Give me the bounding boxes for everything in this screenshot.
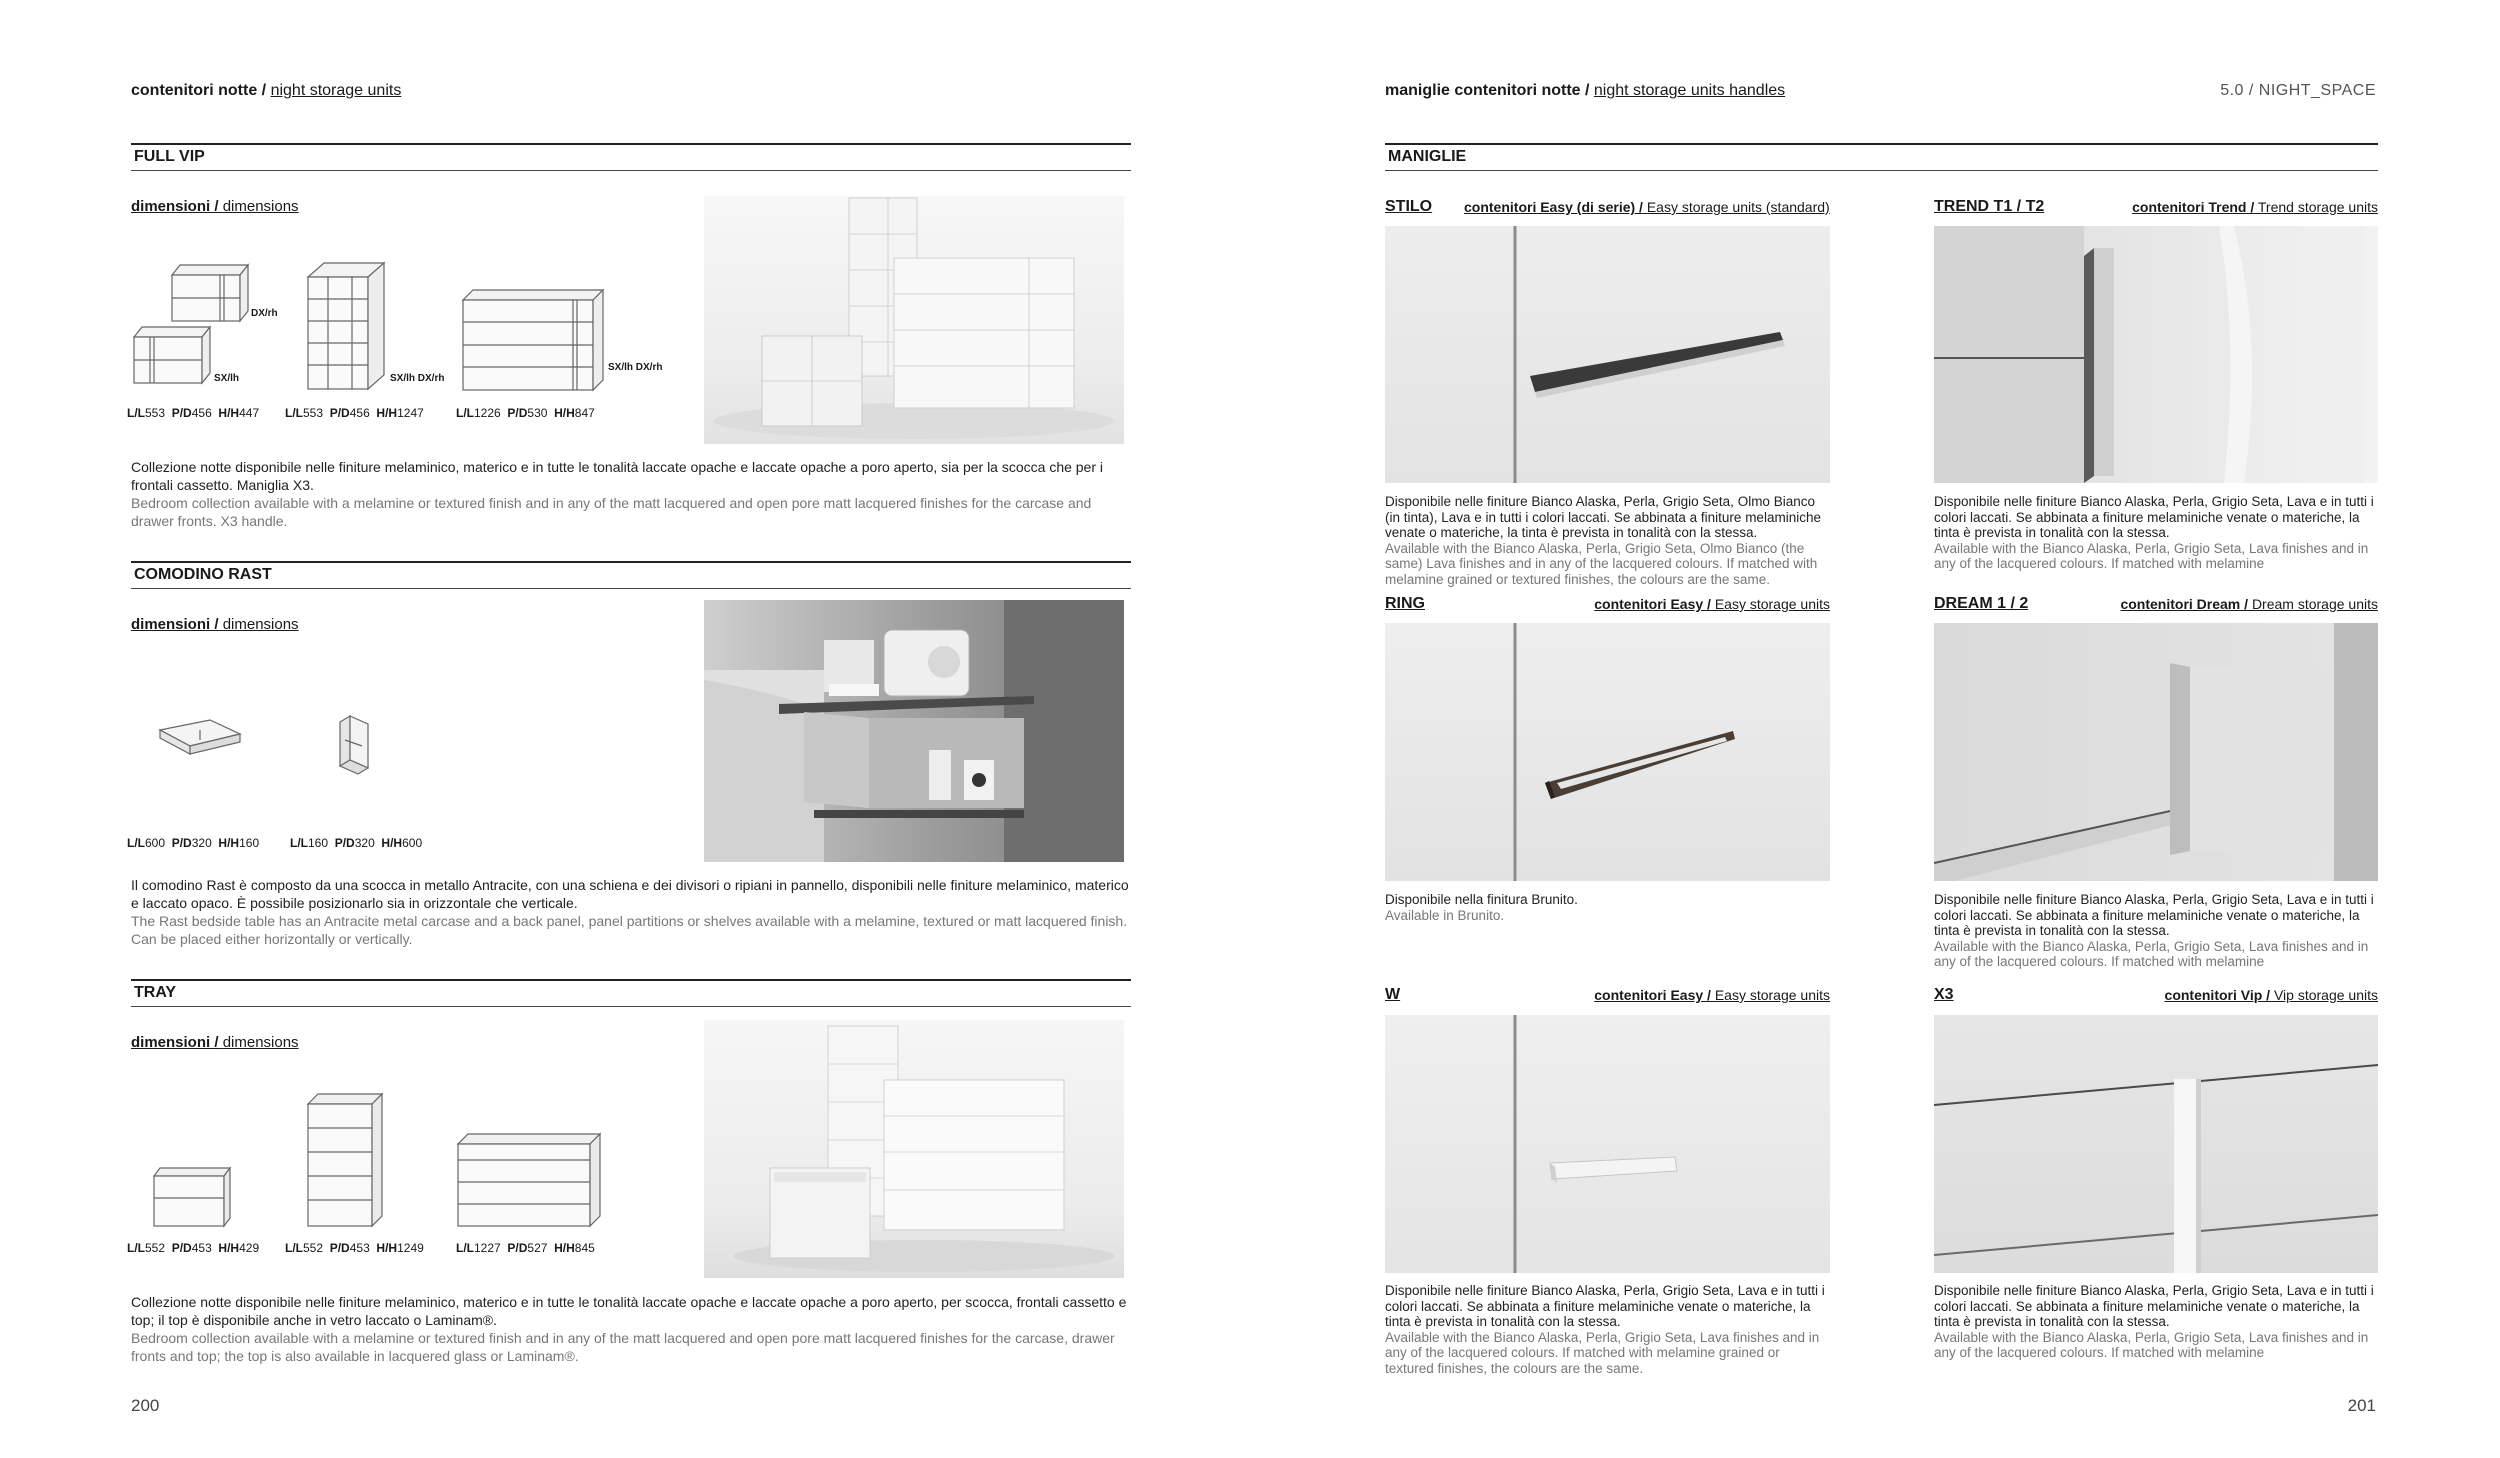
val: 429 xyxy=(239,1241,260,1255)
lbl: L/L xyxy=(127,406,145,420)
measure-rast-2 xyxy=(290,836,422,850)
section-title-comodino-rast: COMODINO RAST xyxy=(134,566,272,583)
right-header-bold: maniglie contenitori notte / xyxy=(1385,82,1590,99)
lbl: H/H xyxy=(376,406,398,420)
val: 456 xyxy=(349,406,370,420)
page-number-left: 200 xyxy=(131,1396,160,1415)
lbl: P/D xyxy=(507,406,528,420)
desc-it: Disponibile nelle finiture Bianco Alaska, Perla, Grigio Seta, Lava e in tutti i colori laccati. Se abbinata a finiture melaminiche venate o materiche, la tinta è prevista in tonalità con la stessa. xyxy=(1385,1283,1825,1329)
handle-name-x3: X3 xyxy=(1934,986,1954,1003)
handle-sub-x3 xyxy=(2165,987,2378,1003)
section-title-tray: TRAY xyxy=(134,984,177,1001)
section-title-maniglie: MANIGLIE xyxy=(1388,148,1467,165)
val: 160 xyxy=(239,836,260,850)
lbl: H/H xyxy=(218,1241,240,1255)
lbl: H/H xyxy=(554,1241,575,1255)
lbl: P/D xyxy=(507,1241,528,1255)
dim-bold: dimensioni / xyxy=(131,616,219,633)
val: 453 xyxy=(349,1241,370,1255)
full-vip-photo xyxy=(704,196,1124,444)
desc-it: Disponibile nelle finiture Bianco Alaska, Perla, Grigio Seta, Lava e in tutti i colori laccati. Se abbinata a finiture melaminiche venate o materiche, la tinta è prevista in tonalità con la stessa. xyxy=(1934,1283,2374,1329)
desc-en: Available with the Bianco Alaska, Perla, Grigio Seta, Lava finishes and in any of the lacquered colours. If matched with melamine xyxy=(1934,1329,2369,1360)
tray-drawings xyxy=(150,1090,610,1240)
dimensions-label xyxy=(131,1034,299,1051)
divider xyxy=(1385,170,2378,171)
lbl: H/H xyxy=(376,1241,398,1255)
handle-sub-w xyxy=(1594,987,1830,1003)
handle-sub-stilo xyxy=(1464,199,1830,215)
handle-sub-dream xyxy=(2120,596,2378,612)
val: 553 xyxy=(145,406,166,420)
w-description xyxy=(1385,1283,1830,1376)
rast-description xyxy=(131,876,1131,948)
sub-bold: contenitori Easy / xyxy=(1594,596,1711,612)
val: 447 xyxy=(239,406,260,420)
sub-bold: contenitori Easy / xyxy=(1594,987,1711,1003)
handle-name-dream: DREAM 1 / 2 xyxy=(1934,595,2029,612)
handle-name-ring: RING xyxy=(1385,595,1425,612)
lbl: L/L xyxy=(285,1241,303,1255)
sub-bold: contenitori Vip / xyxy=(2164,987,2271,1003)
dim-normal: dimensions xyxy=(222,1034,299,1051)
right-page-header xyxy=(1385,82,1785,100)
val: 1227 xyxy=(474,1241,501,1255)
x3-photo xyxy=(1934,1015,2378,1273)
rast-drawings xyxy=(150,700,390,810)
divider xyxy=(131,143,1131,145)
sub-normal: Trend storage units xyxy=(2257,199,2378,215)
val: 1249 xyxy=(397,1241,424,1255)
lbl: P/D xyxy=(171,1241,192,1255)
tray-photo xyxy=(704,1020,1124,1278)
tag-sx-dx: SX/lh DX/rh xyxy=(608,362,663,373)
desc-en: Available with the Bianco Alaska, Perla, Grigio Seta, Lava finishes and in any of the lacquered colours. If matched with melamine grained or textured finishes, the colours are the same. xyxy=(1385,1329,1820,1376)
measure-tray-1 xyxy=(127,1241,259,1255)
dresser-drawing xyxy=(463,290,603,300)
measure-tray-3 xyxy=(456,1241,595,1255)
dim-normal: dimensions xyxy=(222,616,299,633)
sub-normal: Easy storage units (standard) xyxy=(1646,199,1830,215)
measure-fv-1 xyxy=(127,406,259,420)
val: 600 xyxy=(145,836,166,850)
val: 320 xyxy=(191,836,212,850)
lbl: H/H xyxy=(554,406,575,420)
full-vip-description xyxy=(131,458,1131,530)
ring-description xyxy=(1385,892,1830,923)
lbl: P/D xyxy=(171,406,192,420)
lbl: L/L xyxy=(456,1241,474,1255)
lbl: P/D xyxy=(334,836,355,850)
measure-fv-3 xyxy=(456,406,595,420)
desc-en: Available with the Bianco Alaska, Perla, Grigio Seta, Lava finishes and in any of the lacquered colours. If matched with melamine xyxy=(1934,540,2369,571)
desc-it: Disponibile nelle finiture Bianco Alaska, Perla, Grigio Seta, Olmo Bianco (in tinta), Lava e in tutti i colori laccati. Se abbinata a finiture melaminiche venate o materiche, la tinta è prevista in tonalità con la stessa. xyxy=(1385,494,1821,540)
ring-photo xyxy=(1385,623,1830,881)
right-header-normal: night storage units handles xyxy=(1593,82,1786,99)
tag-sx: SX/lh xyxy=(214,373,240,384)
lbl: L/L xyxy=(290,836,308,850)
desc-en: Available in Brunito. xyxy=(1385,907,1505,923)
sub-normal: Dream storage units xyxy=(2251,596,2378,612)
sub-normal: Vip storage units xyxy=(2273,987,2378,1003)
stilo-description xyxy=(1385,494,1830,587)
w-photo xyxy=(1385,1015,1830,1273)
tag-dx: DX/rh xyxy=(251,308,278,319)
x3-description xyxy=(1934,1283,2378,1361)
val: 1226 xyxy=(474,406,501,420)
desc-it: Disponibile nelle finiture Bianco Alaska, Perla, Grigio Seta, Lava e in tutti i colori laccati. Se abbinata a finiture melaminiche venate o materiche, la tinta è prevista in tonalità con la stessa. xyxy=(1934,494,2374,540)
sub-bold: contenitori Easy (di serie) / xyxy=(1464,199,1643,215)
val: 320 xyxy=(354,836,375,850)
tray-dresser-drawing xyxy=(458,1134,600,1144)
lbl: H/H xyxy=(218,406,240,420)
tray-description xyxy=(131,1293,1131,1365)
lbl: L/L xyxy=(456,406,474,420)
bedside-top-drawing xyxy=(172,265,248,275)
measure-tray-2 xyxy=(285,1241,424,1255)
dimensions-label xyxy=(131,198,299,215)
val: 456 xyxy=(191,406,212,420)
handle-name-stilo: STILO xyxy=(1385,198,1433,215)
dim-bold: dimensioni / xyxy=(131,1034,219,1051)
handle-name-w: W xyxy=(1385,986,1401,1003)
lbl: P/D xyxy=(171,836,192,850)
dimensions-label xyxy=(131,616,299,633)
desc-en: Available with the Bianco Alaska, Perla, Grigio Seta, Olmo Bianco (the same) Lava finishes and in any of the lacquered colours. If matched with melamine grained or textured finishes, the colours are the same. xyxy=(1385,540,1818,587)
page-number-right: 201 xyxy=(2347,1396,2376,1415)
desc-it: Collezione notte disponibile nelle finiture melaminico, materico e in tutte le tonalità laccate opache e laccate opache a poro aperto, sia per la scocca che per i frontali cassetto. Maniglia X3. xyxy=(131,459,1104,493)
bedside-low-drawing xyxy=(134,327,210,337)
rast-photo xyxy=(704,600,1124,862)
divider xyxy=(131,561,1131,563)
dim-bold: dimensioni / xyxy=(131,198,219,215)
sub-normal: Easy storage units xyxy=(1714,596,1830,612)
dream-description xyxy=(1934,892,2378,970)
handle-name-trend: TREND T1 / T2 xyxy=(1934,198,2045,215)
divider xyxy=(131,1006,1131,1007)
val: 530 xyxy=(527,406,548,420)
sub-bold: contenitori Trend / xyxy=(2132,199,2255,215)
val: 845 xyxy=(574,1241,595,1255)
desc-it: Disponibile nella finitura Brunito. xyxy=(1385,892,1578,907)
divider xyxy=(131,170,1131,171)
val: 1247 xyxy=(397,406,424,420)
tray-bedside-drawing xyxy=(154,1168,230,1176)
val: 847 xyxy=(574,406,595,420)
desc-en: Available with the Bianco Alaska, Perla, Grigio Seta, Lava finishes and in any of the lacquered colours. If matched with melamine xyxy=(1934,938,2369,969)
measure-fv-2 xyxy=(285,406,424,420)
chapter-label: 5.0 / NIGHT_SPACE xyxy=(2220,82,2376,99)
desc-en: Bedroom collection available with a melamine or textured finish and in any of the matt lacquered and open pore matt lacquered finishes for the carcase, drawer fronts and top; the top is also available in lacquered glass or Laminam®. xyxy=(131,1330,1115,1364)
lbl: H/H xyxy=(218,836,240,850)
desc-it: Il comodino Rast è composto da una scocca in metallo Antracite, con una schiena e dei divisori o ripiani in pannello, disponibili nelle finiture melaminico, materico e laccato opaco. È possibile posizionarlo sia in orizzontale che verticale. xyxy=(131,877,1129,911)
val: 453 xyxy=(191,1241,212,1255)
sub-normal: Easy storage units xyxy=(1714,987,1830,1003)
measure-rast-1 xyxy=(127,836,259,850)
divider xyxy=(1385,143,2378,145)
lbl: L/L xyxy=(127,1241,145,1255)
dream-photo xyxy=(1934,623,2378,881)
divider xyxy=(131,979,1131,981)
trend-description xyxy=(1934,494,2378,572)
trend-photo xyxy=(1934,226,2378,483)
sub-bold: contenitori Dream / xyxy=(2120,596,2249,612)
desc-it: Disponibile nelle finiture Bianco Alaska, Perla, Grigio Seta, Lava e in tutti i colori laccati. Se abbinata a finiture melaminiche venate o materiche, la tinta è prevista in tonalità con la stessa. xyxy=(1934,892,2374,938)
lbl: P/D xyxy=(329,406,350,420)
divider xyxy=(131,588,1131,589)
val: 527 xyxy=(527,1241,548,1255)
tag-sx-dx: SX/lh DX/rh xyxy=(390,373,445,384)
val: 552 xyxy=(303,1241,324,1255)
lbl: L/L xyxy=(127,836,145,850)
lbl: H/H xyxy=(381,836,403,850)
lbl: L/L xyxy=(285,406,303,420)
tray-tall-drawing xyxy=(308,1094,382,1104)
lbl: P/D xyxy=(329,1241,350,1255)
dim-normal: dimensions xyxy=(222,198,299,215)
left-page-header xyxy=(131,82,401,100)
val: 553 xyxy=(303,406,324,420)
desc-en: The Rast bedside table has an Antracite metal carcase and a back panel, panel partitions or shelves available with a melamine, textured or matt lacquered finish. Can be placed either horizontally or vertically. xyxy=(131,913,1128,947)
desc-it: Collezione notte disponibile nelle finiture melaminico, materico e in tutte le tonalità laccate opache e laccate opache a poro aperto, per scocca, frontali cassetto e top; il top è disponibile anche in vetro laccato o Laminam®. xyxy=(131,1294,1127,1328)
stilo-photo xyxy=(1385,226,1830,483)
left-header-bold: contenitori notte / xyxy=(131,82,267,99)
val: 160 xyxy=(308,836,329,850)
handle-sub-ring xyxy=(1594,596,1830,612)
handle-sub-trend xyxy=(2132,199,2378,215)
section-title-full-vip: FULL VIP xyxy=(134,148,205,165)
left-header-normal: night storage units xyxy=(270,82,402,99)
desc-en: Bedroom collection available with a melamine or textured finish and in any of the matt lacquered and open pore matt lacquered finishes for the carcase and drawer fronts. X3 handle. xyxy=(131,495,1092,529)
val: 552 xyxy=(145,1241,166,1255)
val: 600 xyxy=(402,836,423,850)
